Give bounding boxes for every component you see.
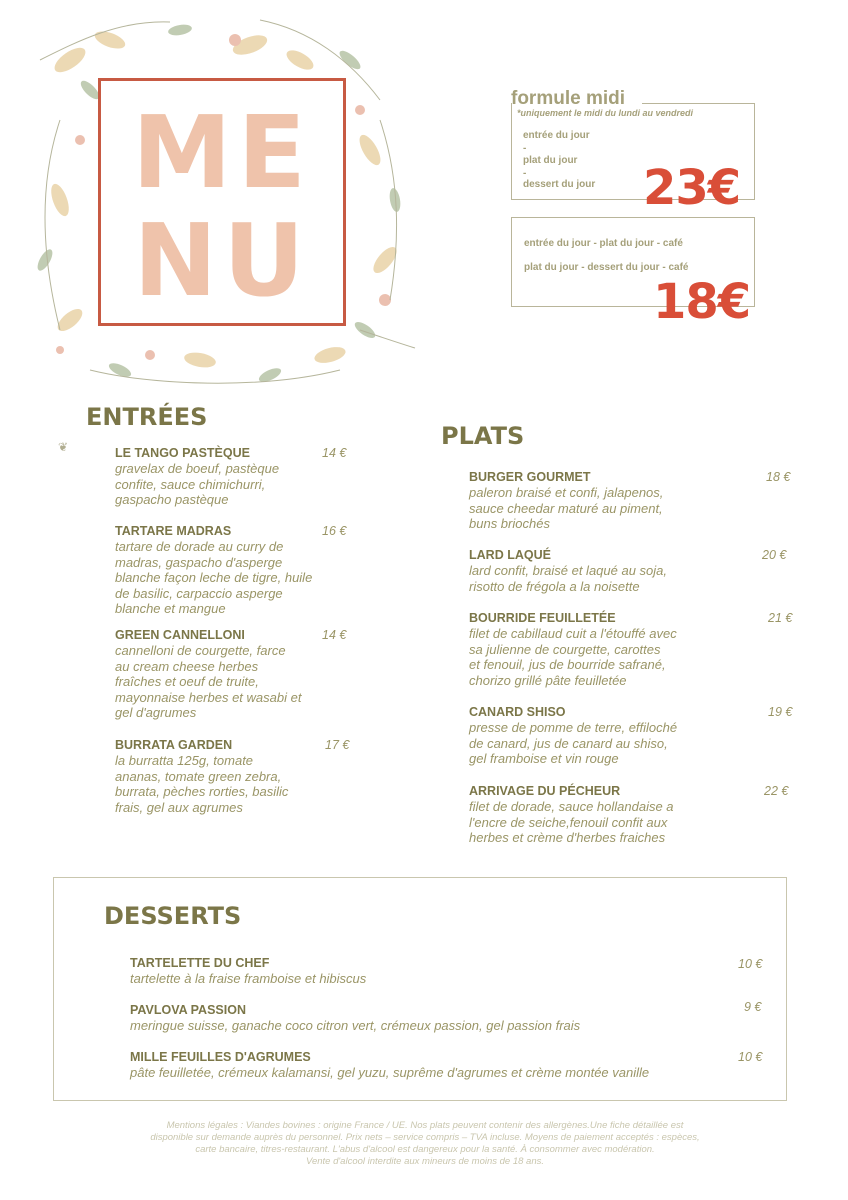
formule-option2-line: plat du jour - dessert du jour - café [524, 262, 689, 273]
formule-title: formule midi [511, 88, 626, 109]
dish-price: 18 € [766, 470, 791, 484]
dish-name: LE TANGO PASTÈQUE [115, 446, 250, 460]
dish-description: cannelloni de courgette, farce au cream cheese herbes fraîches et oeuf de truite, mayonnaise herbes et wasabi et gel d'agrumes [115, 643, 302, 720]
dish-price: 9 € [744, 1000, 762, 1014]
formule-option1-item: entrée du jour [523, 130, 590, 141]
dish-name: PAVLOVA PASSION [130, 1003, 246, 1017]
dish-price: 20 € [762, 548, 787, 562]
menu-title-line2: NU [133, 202, 311, 319]
dish-price: 14 € [322, 446, 347, 460]
dish-price: 10 € [738, 1050, 763, 1064]
formule-option1-item: dessert du jour [523, 179, 596, 190]
dish-description: meringue suisse, ganache coco citron vert, crémeux passion, gel passion frais [130, 1018, 581, 1033]
dish-name: MILLE FEUILLES D'AGRUMES [130, 1050, 311, 1064]
dish-description: tartare de dorade au curry de madras, gaspacho d'asperge blanche façon leche de tigre, huile de basilic, carpaccio asperge blanche et mangue [115, 539, 313, 616]
dish-description: lard confit, braisé et laqué au soja, risotto de frégola a la noisette [469, 563, 668, 594]
dish-description: gravelax de boeuf, pastèque confite, sauce chimichurri, gaspacho pastèque [115, 461, 280, 507]
dish-price: 14 € [322, 628, 347, 642]
formule-option2-line: entrée du jour - plat du jour - café [524, 238, 683, 249]
section-title-desserts: DESSERTS [104, 902, 242, 930]
formule-option1-separator: - [523, 143, 527, 154]
legal-mentions: Mentions légales : Viandes bovines : origine France / UE. Nos plats peuvent contenir des allergènes.Une fiche détaillée est disponible sur demande auprès du personnel. Prix nets – service compris – TVA incluse. Moyens de paiement acceptés : espèces, carte bancaire, titres-restaurant. L'abus d'alcool est dangereux pour la santé. À consommer avec modération. Vente d'alcool interdite aux mineurs de moins de 18 ans. [150, 1120, 700, 1167]
dish-price: 21 € [768, 611, 793, 625]
dish-name: BURRATA GARDEN [115, 738, 233, 752]
dish-price: 22 € [764, 784, 789, 798]
dish-description: filet de cabillaud cuit a l'étouffé avec sa julienne de courgette, carottes et fenouil, jus de bourride safrané, chorizo grillé pâte feuilletée [469, 626, 677, 688]
dish-name: CANARD SHISO [469, 705, 566, 719]
dish-name: ARRIVAGE DU PÉCHEUR [469, 784, 621, 798]
formule-option1-price: 23€ [643, 160, 741, 216]
menu-title-line1: ME [132, 94, 312, 211]
section-title-plats: PLATS [441, 422, 525, 450]
dish-description: filet de dorade, sauce hollandaise a l'encre de seiche,fenouil confit aux herbes et crème d'herbes fraiches [469, 799, 674, 845]
dish-name: BURGER GOURMET [469, 470, 591, 484]
dish-description: paleron braisé et confi, jalapenos, sauce cheedar maturé au piment, buns briochés [469, 485, 664, 531]
dish-price: 19 € [768, 705, 793, 719]
dish-name: LARD LAQUÉ [469, 548, 551, 562]
dish-price: 17 € [325, 738, 350, 752]
formule-note: *uniquement le midi du lundi au vendredi [517, 108, 694, 118]
dish-name: TARTARE MADRAS [115, 524, 232, 538]
dish-description: pâte feuilletée, crémeux kalamansi, gel yuzu, suprême d'agrumes et crème montée vanille [130, 1065, 650, 1080]
menu-title-box [98, 78, 346, 326]
dish-price: 16 € [322, 524, 347, 538]
dish-description: presse de pomme de terre, effiloché de canard, jus de canard au shiso, gel framboise et vin rouge [469, 720, 678, 766]
formule-option1-separator: - [523, 168, 527, 179]
formule-option1-item: plat du jour [523, 155, 578, 166]
leaf-icon: ❦ [58, 440, 69, 454]
dish-name: BOURRIDE FEUILLETÉE [469, 611, 616, 625]
dish-price: 10 € [738, 957, 763, 971]
formule-option2-price: 18€ [653, 274, 751, 330]
dish-description: tartelette à la fraise framboise et hibiscus [130, 971, 367, 986]
section-title-entrees: ENTRÉES [86, 403, 208, 431]
dish-description: la burratta 125g, tomate ananas, tomate green zebra, burrata, pèches rorties, basilic frais, gel aux agrumes [115, 753, 289, 815]
dish-name: TARTELETTE DU CHEF [130, 956, 270, 970]
dish-name: GREEN CANNELLONI [115, 628, 245, 642]
